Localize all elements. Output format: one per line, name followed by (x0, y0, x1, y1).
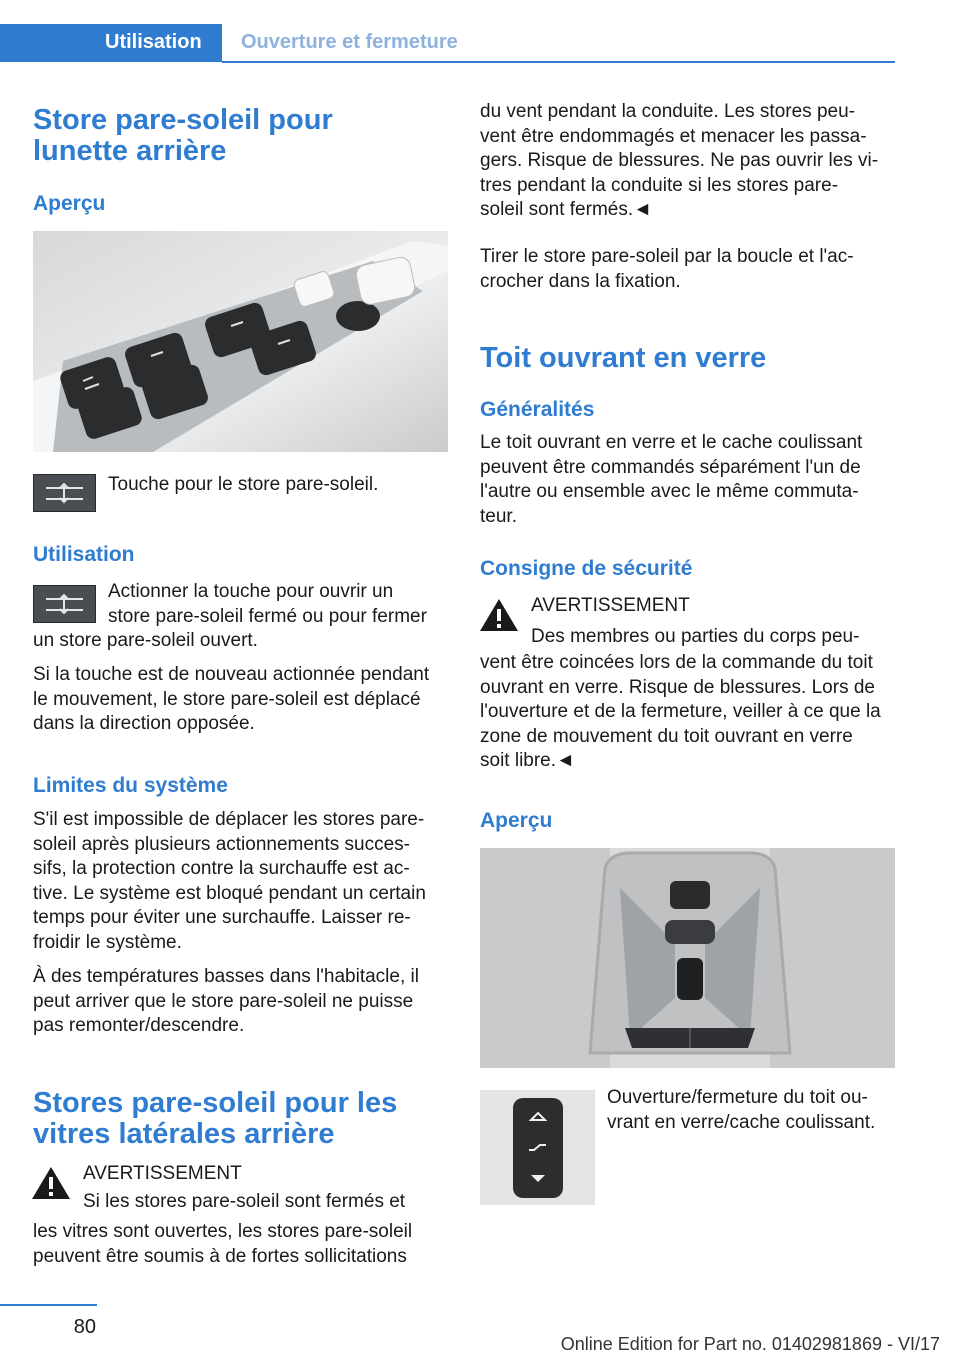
text-line: crocher dans la fixation. (480, 270, 681, 292)
text-line: l'ouverture et de la fermeture, veiller à ce que la (480, 701, 881, 722)
footer-edition-note: Online Edition for Part no. 01402981869 - VI/17 (560, 1334, 940, 1354)
switch-caption (607, 1086, 907, 1135)
warning-label: AVERTISSEMENT (531, 595, 690, 616)
heading-limites: Limites du système (33, 774, 228, 797)
temperatures-paragraph (33, 965, 453, 1039)
section-title-lunette (33, 105, 453, 167)
text-line: vent être endommagés et menacer les passa- (480, 125, 867, 147)
touche-caption: Touche pour le store pare-soleil. (108, 474, 379, 495)
title-line: Store pare-soleil pour (33, 104, 333, 136)
text-line: tres pendant la conduite si les stores pare- (480, 174, 839, 196)
warning-icon (31, 1165, 71, 1206)
limites-paragraph (33, 808, 453, 955)
tab-utilisation[interactable]: Utilisation (0, 24, 222, 62)
tab-ouverture-fermeture[interactable]: Ouverture et fermeture (241, 31, 458, 53)
text-line: vrant en verre/cache coulissant. (607, 1111, 876, 1133)
text-line: du vent pendant la conduite. Les stores peu- (480, 101, 855, 122)
section-title-toit: Toit ouvrant en verre (480, 342, 767, 374)
footer-rule (0, 1304, 97, 1306)
section-title-laterales (33, 1088, 453, 1150)
text-line: À des températures basses dans l'habitacle, il (33, 966, 419, 987)
warning-block-left (83, 1162, 453, 1214)
warning-icon (479, 597, 519, 638)
continuation-paragraph (480, 100, 900, 223)
retouche-paragraph (33, 663, 453, 737)
title-line: lunette arrière (33, 135, 227, 167)
sunshade-button-icon (33, 585, 96, 623)
warning-text-right (480, 651, 900, 774)
text-line: peuvent être commandés séparément l'un de (480, 456, 861, 478)
generalites-paragraph (480, 431, 900, 529)
heading-apercu-toit: Aperçu (480, 809, 553, 832)
text-line: ouvrant en verre. Risque de blessures. Lors de (480, 676, 875, 698)
text-line: store pare-soleil fermé ou pour fermer (108, 605, 427, 627)
utilisation-text-indented (108, 580, 453, 629)
text-line: peuvent être soumis à de fortes sollicitations (33, 1245, 407, 1267)
warning-block-right (531, 594, 901, 649)
tirer-paragraph (480, 245, 900, 294)
text-line: tive. Le système est bloqué pendant un certain (33, 882, 426, 904)
heading-apercu: Aperçu (33, 192, 106, 215)
warning-label: AVERTISSEMENT (83, 1163, 242, 1184)
text-line: Des membres ou parties du corps peu- (531, 625, 860, 647)
header-rule (222, 61, 895, 63)
roof-control-panel-photo (480, 848, 895, 1068)
window-switch-panel-photo (33, 231, 448, 452)
text-line: Le toit ouvrant en verre et le cache coulissant (480, 432, 863, 453)
sunroof-switch-icon (480, 1090, 595, 1205)
text-line: pas remonter/descendre. (33, 1015, 245, 1036)
text-line: sifs, la protection contre la surchauffe est ac- (33, 858, 410, 879)
text-line: Actionner la touche pour ouvrir un (108, 581, 394, 602)
text-line: Si les stores pare-soleil sont fermés et (83, 1190, 406, 1212)
heading-generalites: Généralités (480, 398, 595, 421)
text-line: l'autre ou ensemble avec le même commuta- (480, 481, 859, 502)
heading-utilisation: Utilisation (33, 543, 135, 566)
text-line: un store pare-soleil ouvert. (33, 630, 258, 651)
text-line: Tirer le store pare-soleil par la boucle et l'ac- (480, 246, 854, 267)
text-line: peut arriver que le store pare-soleil ne puisse (33, 990, 414, 1012)
text-line: soleil après plusieurs actionnements succes- (33, 833, 411, 855)
heading-consigne: Consigne de sécurité (480, 557, 693, 580)
text-line: soleil sont fermés.◄ (480, 199, 652, 220)
text-line: gers. Risque de blessures. Ne pas ouvrir les vi- (480, 150, 879, 171)
title-line: vitres latérales arrière (33, 1118, 335, 1150)
warning-text-left (33, 1220, 453, 1269)
text-line: Si la touche est de nouveau actionnée pendant (33, 664, 430, 685)
text-line: dans la direction opposée. (33, 713, 255, 734)
text-line: le mouvement, le store pare-soleil est déplacé (33, 688, 421, 710)
text-line: froidir le système. (33, 931, 182, 953)
text-line: les vitres sont ouvertes, les stores pare-soleil (33, 1221, 413, 1242)
page-number: 80 (73, 1316, 96, 1338)
text-line: soit libre.◄ (480, 750, 575, 771)
text-line: zone de mouvement du toit ouvrant en verre (480, 725, 853, 747)
sunshade-button-icon (33, 474, 96, 512)
text-line: Ouverture/fermeture du toit ou- (607, 1087, 868, 1108)
text-line: temps pour éviter une surchauffe. Laisser re- (33, 907, 411, 928)
text-line: teur. (480, 505, 517, 527)
title-line: Stores pare-soleil pour les (33, 1087, 398, 1119)
text-line: S'il est impossible de déplacer les stores pare- (33, 809, 425, 830)
text-line: vent être coincées lors de la commande du toit (480, 652, 873, 673)
